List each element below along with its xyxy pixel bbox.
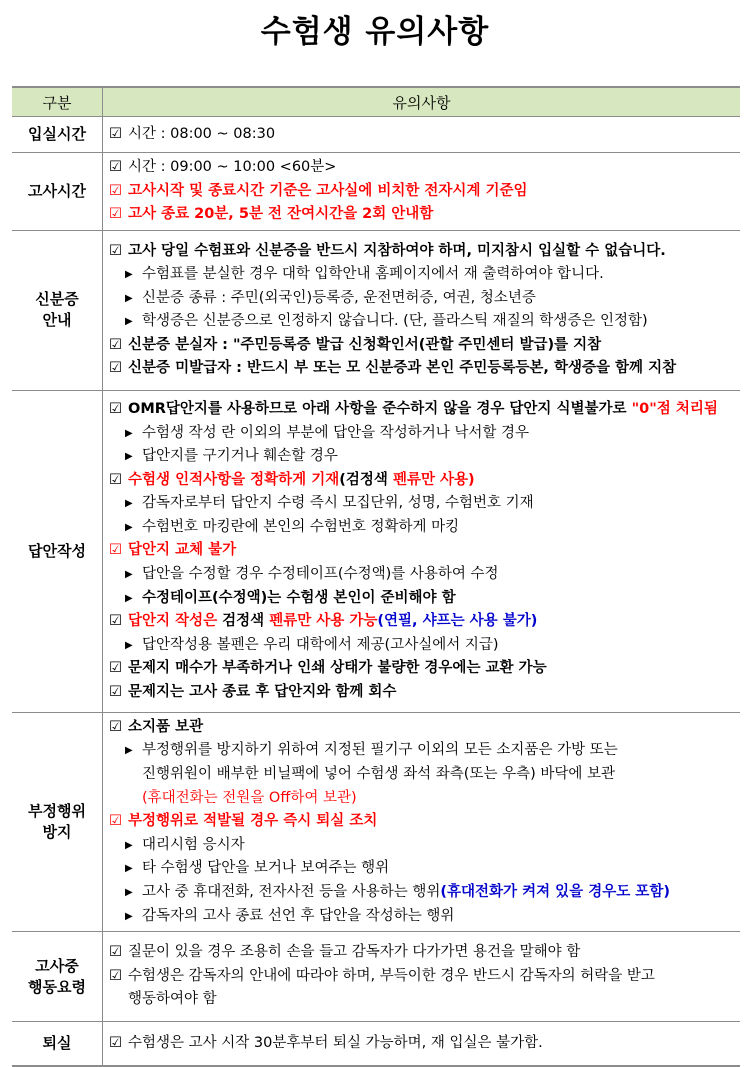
- checkbox-checked-icon: ☑: [109, 613, 122, 630]
- note-text: 부정행위를 방지하기 위하여 지정된 필기구 이외의 모든 소지품은 가방 또는: [142, 742, 618, 759]
- checkbox-checked-icon: ☑: [109, 242, 122, 259]
- note-text: 행동하여야 함: [128, 991, 217, 1008]
- row-category: [12, 1022, 103, 1066]
- note-text: 수험생은 고사 시작 30분후부터 퇴실 가능하며, 재 입실은 불가함.: [128, 1034, 543, 1051]
- note-text: 답안작성용 볼펜은 우리 대학에서 제공(고사실에서 지급): [142, 636, 499, 653]
- note-line: [109, 881, 740, 905]
- triangle-bullet-icon: ▶: [125, 451, 133, 463]
- note-line: [109, 357, 740, 381]
- checkbox-checked-icon: ☑: [109, 182, 122, 199]
- checkbox-checked-icon: ☑: [109, 206, 122, 223]
- table-row: [12, 932, 740, 1022]
- header-category: 구분: [12, 87, 103, 117]
- note-text: 펜류만 사용 가능: [269, 613, 378, 630]
- note-text: 답안지 작성은: [128, 613, 223, 630]
- note-text: 감독자로부터 답안지 수령 즉시 모집단위, 성명, 수험번호 기재: [142, 495, 534, 512]
- note-text: 고사 당일 수험표와 신분증을 반드시 지참하여야 하며, 미지참시 입실할 수 없습니다.: [128, 242, 666, 259]
- note-text: 답안지 교체 불가: [128, 542, 237, 559]
- note-line: [109, 657, 740, 681]
- note-text: (휴대전화가 켜져 있을 경우도 포함): [440, 883, 670, 900]
- note-line: [109, 787, 740, 811]
- note-text: 진행위원이 배부한 비닐팩에 넣어 수험생 좌석 좌측(또는 우측) 바닥에 보관: [142, 765, 616, 782]
- note-line: [109, 610, 740, 634]
- note-text: 수험생은 감독자의 안내에 따라야 하며, 부득이한 경우 반드시 감독자의 허락을 받고: [128, 967, 655, 984]
- checkbox-checked-icon: ☑: [109, 660, 122, 677]
- row-category-label: 답안작성: [28, 541, 86, 560]
- note-line: [109, 469, 740, 493]
- checkbox-checked-icon: ☑: [109, 718, 122, 735]
- note-text: 수험번호 마킹란에 본인의 수험번호 정확하게 마킹: [142, 518, 460, 535]
- row-category: [12, 390, 103, 712]
- note-line: [109, 1032, 740, 1056]
- table-row: [12, 230, 740, 390]
- row-content: [103, 1022, 741, 1066]
- checkbox-checked-icon: ☑: [109, 336, 122, 353]
- triangle-bullet-icon: ▶: [125, 316, 133, 328]
- table-row: [12, 390, 740, 712]
- note-line: [109, 240, 740, 264]
- note-line: [109, 810, 740, 834]
- note-text: 질문이 있을 경우 조용히 손을 들고 감독자가 다가가면 용건을 말해야 함: [128, 944, 581, 961]
- checkbox-checked-icon: ☑: [109, 400, 122, 417]
- row-category-label: 부정행위 방지: [28, 801, 86, 841]
- note-text: 타 수험생 답안을 보거나 보여주는 행위: [142, 860, 390, 877]
- note-line: [109, 203, 740, 227]
- row-content: [103, 117, 741, 153]
- note-text: 부정행위로 적발될 경우 즉시 퇴실 조치: [128, 813, 378, 830]
- note-text: 시간 : 09:00 ~ 10:00 <60분>: [128, 159, 337, 175]
- row-content: [103, 153, 741, 231]
- note-line: [109, 334, 740, 358]
- table-header-row: [12, 87, 740, 117]
- row-category-label: 퇴실: [42, 1033, 72, 1052]
- checkbox-checked-icon: ☑: [109, 684, 122, 701]
- row-category-label: 고사시간: [28, 181, 86, 200]
- note-line: [109, 263, 740, 287]
- table-body: [12, 117, 740, 1066]
- row-content: [103, 390, 741, 712]
- row-category-label: 고사중 행동요령: [28, 956, 86, 996]
- note-line: [109, 834, 740, 858]
- row-category-label: 신분증 안내: [35, 290, 79, 330]
- note-text: 검정색: [222, 613, 270, 630]
- note-text: 수험생 작성 란 이외의 부분에 답안을 작성하거나 낙서할 경우: [142, 424, 530, 441]
- checkbox-checked-icon: ☑: [109, 159, 122, 175]
- table-row: [12, 117, 740, 153]
- triangle-bullet-icon: ▶: [125, 427, 133, 439]
- note-line: [109, 716, 740, 740]
- note-text: OMR답안지를 사용하므로 아래 사항을 준수하지 않을 경우 답안지 식별불가로: [128, 400, 632, 417]
- row-content: [103, 230, 741, 390]
- note-line: [109, 539, 740, 563]
- triangle-bullet-icon: ▶: [125, 863, 133, 875]
- note-line: [109, 681, 740, 705]
- note-text: 신분증 분실자 : "주민등록증 발급 신청확인서(관할 주민센터 발급)를 지참: [128, 336, 602, 353]
- note-line: [109, 905, 740, 929]
- row-category: [12, 153, 103, 231]
- row-content: [103, 712, 741, 931]
- note-text: 신분증 미발급자 : 반드시 부 또는 모 신분증과 본인 주민등록등본, 학생증을 함께 지참: [128, 360, 677, 377]
- page-title: 수험생 유의사항: [260, 14, 490, 50]
- note-text: (휴대전화는 전원을 Off하여 보관): [142, 789, 357, 806]
- note-text: 문제지는 고사 종료 후 답안지와 함께 회수: [128, 684, 397, 701]
- note-text: 펜류만 사용): [392, 471, 475, 488]
- note-text: 고사 종료 20분, 5분 전 잔여시간을 2회 안내함: [128, 206, 434, 223]
- note-text: 수정테이프(수정액)는 수험생 본인이 준비해야 함: [142, 589, 456, 606]
- note-line: [109, 988, 740, 1012]
- note-text: 소지품 보관: [128, 718, 204, 735]
- note-text: 고사 중 휴대전화, 전자사전 등을 사용하는 행위: [142, 883, 441, 900]
- note-line: [109, 857, 740, 881]
- note-line: [109, 180, 740, 204]
- row-category: [12, 932, 103, 1022]
- note-text: 감독자의 고사 종료 선언 후 답안을 작성하는 행위: [142, 907, 455, 924]
- note-line: [109, 445, 740, 469]
- note-line: [109, 422, 740, 446]
- note-line: [109, 634, 740, 658]
- table-row: [12, 712, 740, 931]
- triangle-bullet-icon: ▶: [125, 592, 133, 604]
- triangle-bullet-icon: ▶: [125, 639, 133, 651]
- row-category: [12, 712, 103, 931]
- note-text: 고사시작 및 종료시간 기준은 고사실에 비치한 전자시계 기준임: [128, 182, 528, 199]
- note-text: 대리시험 응시자: [142, 836, 245, 853]
- checkbox-checked-icon: ☑: [109, 813, 122, 830]
- triangle-bullet-icon: ▶: [125, 292, 133, 304]
- row-category-label: 입실시간: [28, 125, 86, 143]
- note-line: [109, 516, 740, 540]
- triangle-bullet-icon: ▶: [125, 839, 133, 851]
- triangle-bullet-icon: ▶: [125, 521, 133, 533]
- note-line: [109, 763, 740, 787]
- note-text: "0"점 처리됨: [631, 400, 718, 417]
- triangle-bullet-icon: ▶: [125, 269, 133, 281]
- note-text: 시간 : 08:00 ~ 08:30: [128, 125, 276, 142]
- checkbox-checked-icon: ☑: [109, 944, 122, 961]
- header-notes: 유의사항: [103, 87, 741, 117]
- note-text: (검정색: [339, 471, 393, 488]
- note-line: [109, 587, 740, 611]
- triangle-bullet-icon: ▶: [125, 910, 133, 922]
- note-line: [109, 563, 740, 587]
- table-row: [12, 1022, 740, 1066]
- note-text: 답안을 수정할 경우 수정테이프(수정액)를 사용하여 수정: [142, 566, 499, 583]
- note-line: [109, 398, 740, 422]
- table-row: [12, 153, 740, 231]
- triangle-bullet-icon: ▶: [125, 569, 133, 581]
- checkbox-checked-icon: ☑: [109, 542, 122, 559]
- checkbox-checked-icon: ☑: [109, 967, 122, 984]
- checkbox-checked-icon: ☑: [109, 360, 122, 377]
- note-line: [109, 123, 740, 147]
- note-line: [109, 965, 740, 989]
- note-text: 수험생 인적사항을 정확하게 기재: [128, 471, 340, 488]
- row-category: [12, 117, 103, 153]
- triangle-bullet-icon: ▶: [125, 498, 133, 510]
- triangle-bullet-icon: ▶: [125, 886, 133, 898]
- note-line: [109, 156, 740, 180]
- checkbox-checked-icon: ☑: [109, 1034, 122, 1051]
- row-category: [12, 230, 103, 390]
- guide-table: [12, 86, 740, 1067]
- note-text: 신분증 종류 : 주민(외국인)등록증, 운전면허증, 여권, 청소년증: [142, 289, 536, 306]
- note-line: [109, 739, 740, 763]
- note-text: 답안지를 구기거나 훼손할 경우: [142, 448, 338, 465]
- note-text: 수험표를 분실한 경우 대학 입학안내 홈페이지에서 재 출력하여야 합니다.: [142, 266, 604, 283]
- note-text: 학생증은 신분증으로 인정하지 않습니다. (단, 플라스틱 재질의 학생증은 인정함): [142, 313, 648, 330]
- note-text: (연필, 샤프는 사용 불가): [377, 613, 538, 630]
- triangle-bullet-icon: ▶: [125, 745, 133, 757]
- row-content: [103, 932, 741, 1022]
- checkbox-checked-icon: ☑: [109, 125, 122, 142]
- checkbox-checked-icon: ☑: [109, 471, 122, 488]
- note-line: [109, 492, 740, 516]
- note-line: [109, 941, 740, 965]
- note-line: [109, 287, 740, 311]
- note-text: 문제지 매수가 부족하거나 인쇄 상태가 불량한 경우에는 교환 가능: [128, 660, 547, 677]
- note-line: [109, 310, 740, 334]
